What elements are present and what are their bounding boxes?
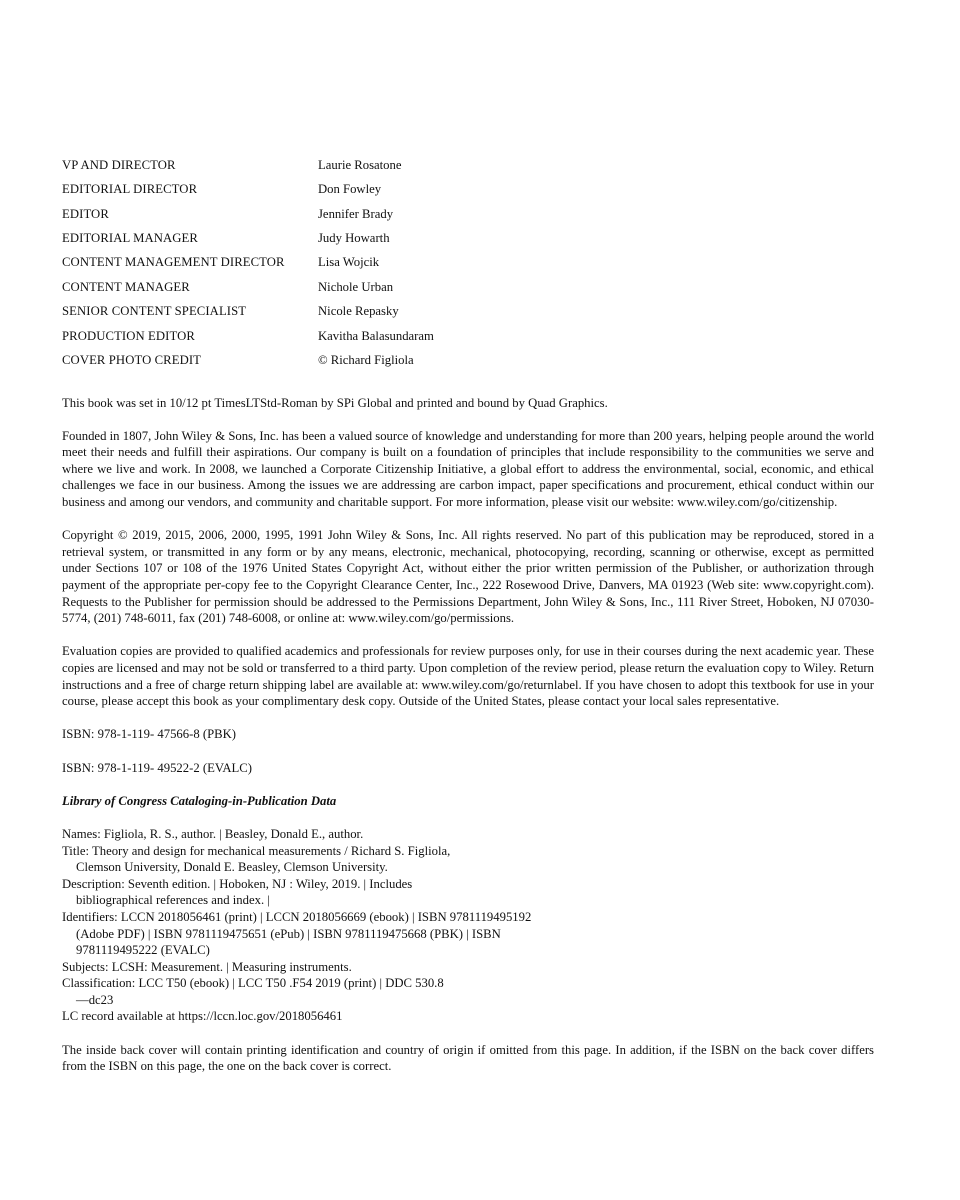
staff-role: EDITORIAL MANAGER: [62, 231, 198, 246]
staff-name: Nicole Repasky: [318, 304, 399, 319]
staff-row: [62, 275, 874, 299]
staff-role: SENIOR CONTENT SPECIALIST: [62, 304, 247, 319]
staff-role: CONTENT MANAGER: [62, 279, 190, 294]
staff-row: [62, 348, 874, 372]
staff-name: Laurie Rosatone: [318, 157, 402, 172]
staff-name: Don Fowley: [318, 182, 382, 197]
cip-lc-record: LC record available at https://lccn.loc.gov/2018056461: [62, 1009, 343, 1024]
staff-role: EDITOR: [62, 206, 109, 221]
staff-role: PRODUCTION EDITOR: [62, 328, 195, 343]
back-cover-note: The inside back cover will contain printing identification and country of origin if omitted from this page. In addition, if the ISBN on the back cover differs from the ISBN on this page, the one on the back cover is correct.: [62, 1042, 874, 1074]
staff-row: [62, 299, 874, 323]
cip-title: Title: Theory and design for mechanical measurements / Richard S. Figliola, Clemson University, Donald E. Beasley, Clemson University.: [62, 843, 451, 875]
staff-name: Jennifer Brady: [318, 206, 394, 221]
staff-credits: [62, 153, 874, 373]
staff-name: Judy Howarth: [318, 231, 390, 246]
staff-name: Nichole Urban: [318, 279, 394, 294]
staff-name: Lisa Wojcik: [318, 255, 380, 270]
staff-row: [62, 226, 874, 250]
founded-paragraph: Founded in 1807, John Wiley & Sons, Inc. has been a valued source of knowledge and understanding for more than 200 years, helping people around the world meet their needs and fulfill their aspirations. Our company is built on a foundation of principles that include responsibility to the communities we serve and where we live and work. In 2008, we launched a Corporate Citizenship Initiative, a global effort to address the environmental, social, economic, and ethical challenges we face in our business. Among the issues we are addressing are carbon impact, paper specifications and procurement, ethical conduct within our business and among our vendors, and community and charitable support. For more information, please visit our website: www.wiley.com/go/citizenship.: [62, 428, 874, 510]
staff-row: [62, 153, 874, 177]
staff-role: COVER PHOTO CREDIT: [62, 353, 202, 368]
typeset-note: This book was set in 10/12 pt TimesLTStd-Roman by SPi Global and printed and bound by Quad Graphics.: [62, 395, 608, 410]
cip-heading: Library of Congress Cataloging-in-Publication Data: [62, 793, 337, 808]
copyright-page: [62, 153, 874, 1075]
cip-names: Names: Figliola, R. S., author. | Beasley, Donald E., author.: [62, 826, 364, 841]
cip-classification: Classification: LCC T50 (ebook) | LCC T50 .F54 2019 (print) | DDC 530.8—dc23: [62, 976, 444, 1007]
cip-subjects: Subjects: LCSH: Measurement. | Measuring instruments.: [62, 959, 352, 974]
staff-role: VP AND DIRECTOR: [62, 157, 176, 172]
evaluation-paragraph: Evaluation copies are provided to qualified academics and professionals for review purposes only, for use in their courses during the next academic year. These copies are licensed and may not be sold or transferred to a third party. Upon completion of the review period, please return the evaluation copy to Wiley. Return instructions and a free of charge return shipping label are available at: www.wiley.com/go/returnlabel. If you have chosen to adopt this textbook for use in your course, please accept this book as your complimentary desk copy. Outside of the United States, please contact your local sales representative.: [62, 644, 874, 709]
staff-name: © Richard Figliola: [318, 353, 414, 368]
staff-role: CONTENT MANAGEMENT DIRECTOR: [62, 255, 285, 270]
staff-row: [62, 324, 874, 348]
cip-identifiers: Identifiers: LCCN 2018056461 (print) | LCCN 2018056669 (ebook) | ISBN 9781119495192 (Adobe PDF) | ISBN 9781119475651 (ePub) | ISBN 9781119475668 (PBK) | ISBN 9781119495222 (EVALC): [62, 909, 532, 958]
staff-row: [62, 202, 874, 226]
cip-description: Description: Seventh edition. | Hoboken, NJ : Wiley, 2019. | Includes bibliographical references and index. |: [62, 876, 413, 908]
staff-row: [62, 177, 874, 201]
staff-name: Kavitha Balasundaram: [318, 328, 434, 343]
isbn-evalc: ISBN: 978-1-119- 49522-2 (EVALC): [62, 760, 252, 775]
staff-role: EDITORIAL DIRECTOR: [62, 182, 198, 197]
copyright-paragraph: Copyright © 2019, 2015, 2006, 2000, 1995, 1991 John Wiley & Sons, Inc. All rights reserved. No part of this publication may be reproduced, stored in a retrieval system, or transmitted in any form or by any means, electronic, mechanical, photocopying, recording, scanning or otherwise, except as permitted under Sections 107 or 108 of the 1976 United States Copyright Act, without either the prior written permission of the Publisher, or authorization through payment of the appropriate per-copy fee to the Copyright Clearance Center, Inc., 222 Rosewood Drive, Danvers, MA 01923 (Web site: www.copyright.com). Requests to the Publisher for permission should be addressed to the Permissions Department, John Wiley & Sons, Inc., 111 River Street, Hoboken, NJ 07030-5774, (201) 748-6011, fax (201) 748-6008, or online at: www.wiley.com/go/permissions.: [62, 528, 874, 626]
isbn-pbk: ISBN: 978-1-119- 47566-8 (PBK): [62, 727, 236, 742]
cip-block: [62, 826, 874, 1025]
staff-row: [62, 251, 874, 275]
